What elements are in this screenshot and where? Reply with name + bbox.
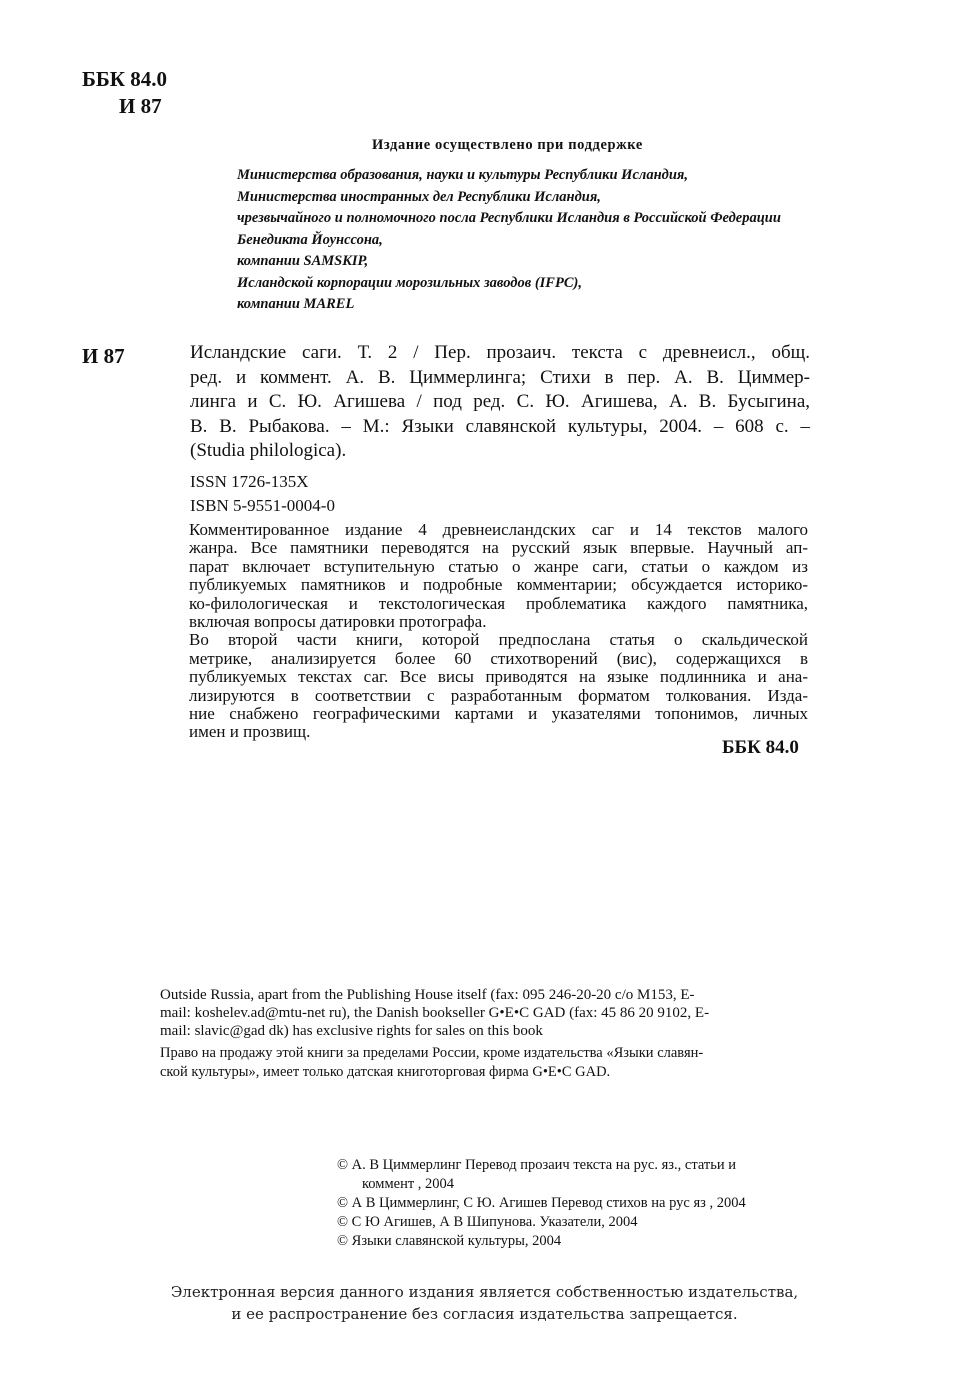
citation-line: Исландские саги. Т. 2 / Пер. прозаич. текста с древнеисл., общ.: [190, 342, 810, 363]
notice-line: Право на продажу этой книги за пределами России, кроме издательства «Языки славян-: [160, 1045, 704, 1061]
copyright-line: © А В Циммерлинг, С Ю. Агишев Перевод стихов на рус яз , 2004: [337, 1195, 746, 1211]
sponsor-line: Министерства образования, науки и культуры Республики Исландия,: [237, 167, 688, 183]
bibliographic-citation: [190, 341, 810, 464]
annotation-line: жанра. Все памятники переводятся на русский язык впервые. Научный ап-: [189, 538, 808, 558]
annotation-line: лизируются в соответствии с разработанным форматом толкования. Изда-: [189, 685, 808, 705]
sponsor-line: компании MAREL: [237, 296, 355, 312]
bbk-footer-code: ББК 84.0: [722, 737, 799, 758]
citation-line: ред. и коммент. А. В. Циммерлинга; Стихи в пер. А. В. Циммер-: [190, 366, 810, 388]
support-title: Издание осуществлено при поддержке: [372, 137, 643, 153]
catalog-index: И 87: [82, 344, 125, 368]
ebook-notice: [0, 1281, 969, 1325]
notice-line: Outside Russia, apart from the Publishing House itself (fax: 095 246-20-20 c/o M153, E-: [160, 987, 695, 1003]
issn: ISSN 1726-135X: [190, 472, 309, 491]
ebook-notice-line: и ее распространение без согласия издательства запрещается.: [231, 1305, 738, 1323]
citation-line: В. В. Рыбакова. – М.: Языки славянской культуры, 2004. – 608 с. –: [190, 415, 810, 437]
annotation: [189, 521, 808, 742]
annotation-line: публикуемых памятников и подробные комментарии; обсуждается историко-: [189, 575, 808, 595]
sponsor-list: [237, 165, 781, 316]
citation-line: (Studia philologica).: [190, 440, 347, 461]
annotation-line: Комментированное издание 4 древнеисландских саг и 14 текстов малого: [189, 520, 808, 539]
identifiers: [190, 470, 335, 518]
copyright-line: © Языки славянской культуры, 2004: [337, 1233, 562, 1249]
notice-line: mail: koshelev.ad@mtu-net ru), the Danish bookseller G•E•C GAD (fax: 45 86 20 9102, E-: [160, 1005, 710, 1021]
notice-line: mail: slavic@gad dk) has exclusive rights for sales on this book: [160, 1023, 543, 1039]
copyright-list: [337, 1156, 746, 1251]
copyright-line: © А. В Циммерлинг Перевод прозаич текста на рус. яз., статьи и: [337, 1157, 736, 1173]
copyright-line: коммент , 2004: [362, 1176, 455, 1192]
annotation-line: метрике, анализируется более 60 стихотворений (вис), содержащихся в: [189, 648, 808, 668]
isbn: ISBN 5-9551-0004-0: [190, 496, 335, 515]
notice-line: ской культуры», имеет только датская книготорговая фирма G•E•C GAD.: [160, 1063, 611, 1080]
bbk-code: ББК 84.0: [82, 67, 167, 91]
sponsor-line: Министерства иностранных дел Республики Исландия,: [237, 188, 601, 205]
ebook-notice-line: Электронная версия данного издания является собственностью издательства,: [170, 1283, 799, 1301]
annotation-line: включая вопросы датировки протографа.: [189, 612, 487, 632]
bbk-header: [82, 66, 167, 120]
sponsor-line: чрезвычайного и полномочного посла Республики Исландия в Российской Федерации: [237, 210, 781, 226]
author-index: И 87: [119, 94, 162, 118]
foreign-sales-notice: [160, 986, 808, 1040]
annotation-line: имен и прозвищ.: [189, 722, 311, 742]
annotation-line: ко-филологическая и текстологическая проблематика каждого памятника,: [189, 593, 808, 613]
annotation-line: публикуемых текстах саг. Все висы приводятся на языке подлинника и ана-: [189, 667, 808, 687]
sponsor-line: компании SAMSKIP,: [237, 253, 369, 269]
copyright-line: © С Ю Агишев, А В Шипунова. Указатели, 2004: [337, 1214, 638, 1230]
annotation-line: парат включает вступительную статью о жанре саги, статьи о каждом из: [189, 556, 808, 576]
annotation-line: Во второй части книги, которой предпослана статья о скальдической: [189, 630, 808, 650]
sponsor-line: Исландской корпорации морозильных заводов (IFPC),: [237, 274, 582, 291]
sales-rights-notice: [160, 1044, 808, 1081]
citation-line: линга и С. Ю. Агишева / под ред. С. Ю. Агишева, А. В. Бусыгина,: [190, 391, 810, 412]
sponsor-line: Бенедикта Йоунссона,: [237, 231, 383, 248]
annotation-line: ние снабжено географическими картами и указателями топонимов, личных: [189, 704, 808, 724]
